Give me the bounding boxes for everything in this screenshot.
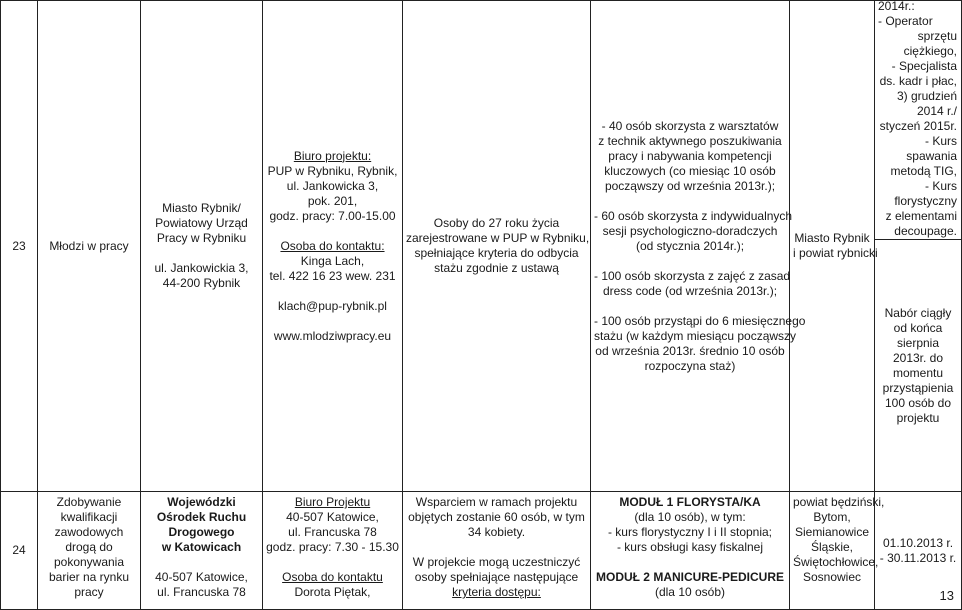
activity-line: z technik aktywnego poszukiwania [598,133,782,148]
office-line: godz. pracy: 7.30 - 15.30 [266,540,399,554]
timeline-line: 2014r.: [878,0,915,13]
page-number: 13 [939,588,954,603]
contact-23 [263,1,403,492]
institution-name-line: Pracy w Rybniku [156,231,247,245]
timeline-line: sprzętu [917,29,957,43]
area-line: Bytom, [813,510,851,524]
institution-name-line: Ośrodek Ruchu [156,510,247,524]
area-line: Siemianowice [794,525,870,539]
activity-line: pracy i nabywania kompetencji [608,148,772,163]
activities-23 [591,1,806,492]
target-group-line: barier na rynku [48,570,130,584]
office-line: PUP w Rybniku, Rybnik, [267,163,398,178]
eligibility-line: zarejestrowane w PUP w Rybniku, [406,231,590,245]
office-label: Biuro projektu: [293,148,372,163]
eligibility-line: stażu zgodnie z ustawą [434,261,559,275]
timeline-line: spawania [906,149,957,163]
contact-person-label: Osoba do kontaktu [282,570,383,584]
timeline-line: styczeń 2015r. [879,119,957,133]
target-group-line: pracy [74,585,104,599]
module-line: - kurs obsługi kasy fiskalnej [616,540,764,554]
timeline-line: projektu [896,410,940,425]
timeline-line: momentu [892,365,944,380]
institution-name-line: w Katowicach [161,540,242,554]
row-number-24: 24 [1,492,38,610]
area-23 [790,1,878,492]
office-label: Biuro Projektu [294,495,371,509]
module-line: (dla 10 osób), w tym: [634,510,746,524]
module-line: - kurs florystyczny I i II stopnia; [607,525,773,539]
timeline-bottom-23 [875,240,962,492]
contact-website[interactable]: www.mlodziwpracy.eu [273,328,392,343]
area-24 [790,492,885,610]
activity-line: - 60 osób skorzysta z indywidualnych [594,208,793,223]
eligibility-line: objętych zostanie 60 osób, w tym [408,510,585,524]
timeline-line: decoupage. [894,224,957,238]
eligibility-line: W projekcie mogą uczestniczyć [412,555,581,569]
timeline-line: ciężkiego, [903,44,957,58]
area-line: Świętochłowice, [793,555,879,569]
area-line: Sosnowiec [802,570,862,584]
activity-line: sesji psychologiczno-doradczych [602,223,778,238]
contact-person-label: Osoba do kontaktu: [280,238,385,253]
target-group-23: Młodzi w pracy [38,1,141,492]
timeline-line: od końca [893,320,943,335]
office-line: 40-507 Katowice, [286,510,379,524]
timeline-line: 2014 r./ [916,104,957,118]
activity-line: kluczowych (co miesiąc 10 osób [604,163,776,178]
institution-name-line: Wojewódzki [167,495,236,509]
institution-address-line: ul. Jankowickia 3, [154,261,249,275]
timeline-line: florystyczny [894,194,957,208]
activity-line: - 100 osób przystąpi do 6 miesięcznego [594,313,806,328]
row-number-23: 23 [1,1,38,492]
timeline-line: 01.10.2013 r. [882,535,954,550]
activity-line: stażu (w każdym miesiącu począwszy [594,328,797,343]
institution-name-line: Miasto Rybnik/ [162,201,241,215]
activity-line: (od stycznia 2014r.); [635,238,745,253]
timeline-line: przystąpienia [882,380,954,395]
timeline-line: z elementami [885,209,957,223]
institution-24 [141,492,263,610]
timeline-line: - 30.11.2013 r. [879,550,957,565]
timeline-line: - Kurs [924,179,957,193]
timeline-top-23 [875,1,962,240]
timeline-line: 2013r. do [892,350,944,365]
area-line: powiat będziński, [793,495,885,509]
institution-name-line: Powiatowy Urząd [155,216,248,230]
institution-name-line: Drogowego [168,525,235,539]
table-row-23 [1,1,962,240]
activities-24 [591,492,790,610]
activity-line: - 40 osób skorzysta z warsztatów [601,118,779,133]
institution-23 [141,1,263,492]
target-group-line: zawodowych [54,525,124,539]
eligibility-line: Osoby do 27 roku życia [433,216,560,230]
eligibility-line: Wsparciem w ramach projektu [415,495,578,509]
module-line: (dla 10 osób) [654,585,726,599]
timeline-line: - Kurs [924,134,957,148]
institution-address-line: 44-200 Rybnik [162,276,241,290]
activity-line: - 100 osób skorzysta z zajęć z zasad [594,268,791,283]
target-group-line: drogą do [65,540,113,554]
module2-title: MODUŁ 2 MANICURE-PEDICURE [595,570,784,584]
eligibility-24 [403,492,591,610]
table-row-24 [1,492,962,610]
contact-person-line: tel. 422 16 23 wew. 231 [269,268,396,283]
target-group-24 [38,492,141,610]
target-group-line: pokonywania [53,555,125,569]
target-group-line: kwalifikacji [60,510,118,524]
timeline-line: sierpnia [896,335,940,350]
contact-person-line: Dorota Piętak, [294,585,371,599]
eligibility-line: spełniające kryteria do odbycia [414,246,579,260]
timeline-line: 3) grudzień [896,89,957,103]
activity-line: od września 2013r. średnio 10 osób [595,343,785,358]
timeline-line: metodą TIG, [890,164,957,178]
office-line: ul. Jankowicka 3, [286,178,379,193]
office-line: ul. Francuska 78 [288,525,377,539]
target-group-line: Zdobywanie [56,495,122,509]
area-line: i powiat rybnicki [793,246,878,260]
contact-24 [263,492,403,610]
module1-title: MODUŁ 1 FLORYSTA/KA [619,495,761,509]
eligibility-line: 34 kobiety. [467,525,526,539]
contact-email[interactable]: klach@pup-rybnik.pl [278,298,387,313]
activity-line: dress code (od września 2013r.); [602,283,778,298]
office-line: godz. pracy: 7.00-15.00 [269,208,396,223]
timeline-line: ds. kadr i płac, [879,74,957,88]
eligibility-line: osoby spełniające następujące [414,570,579,584]
office-line: pok. 201, [307,193,358,208]
timeline-line: 100 osób do [884,395,952,410]
area-line: Śląskie, [810,540,854,554]
eligibility-23 [403,1,591,492]
timeline-line: - Specjalista [891,59,957,73]
area-line: Miasto Rybnik [794,231,870,245]
contact-person-line: Kinga Lach, [300,253,365,268]
institution-address-line: ul. Francuska 78 [157,585,246,599]
institution-address-line: 40-507 Katowice, [155,570,248,584]
timeline-line: - Operator [878,14,933,28]
activity-line: począwszy od września 2013r.); [604,178,776,193]
timeline-line: Nabór ciągły [884,305,952,320]
eligibility-criteria-label: kryteria dostępu: [452,585,541,599]
activity-line: rozpoczyna staż) [644,358,736,373]
